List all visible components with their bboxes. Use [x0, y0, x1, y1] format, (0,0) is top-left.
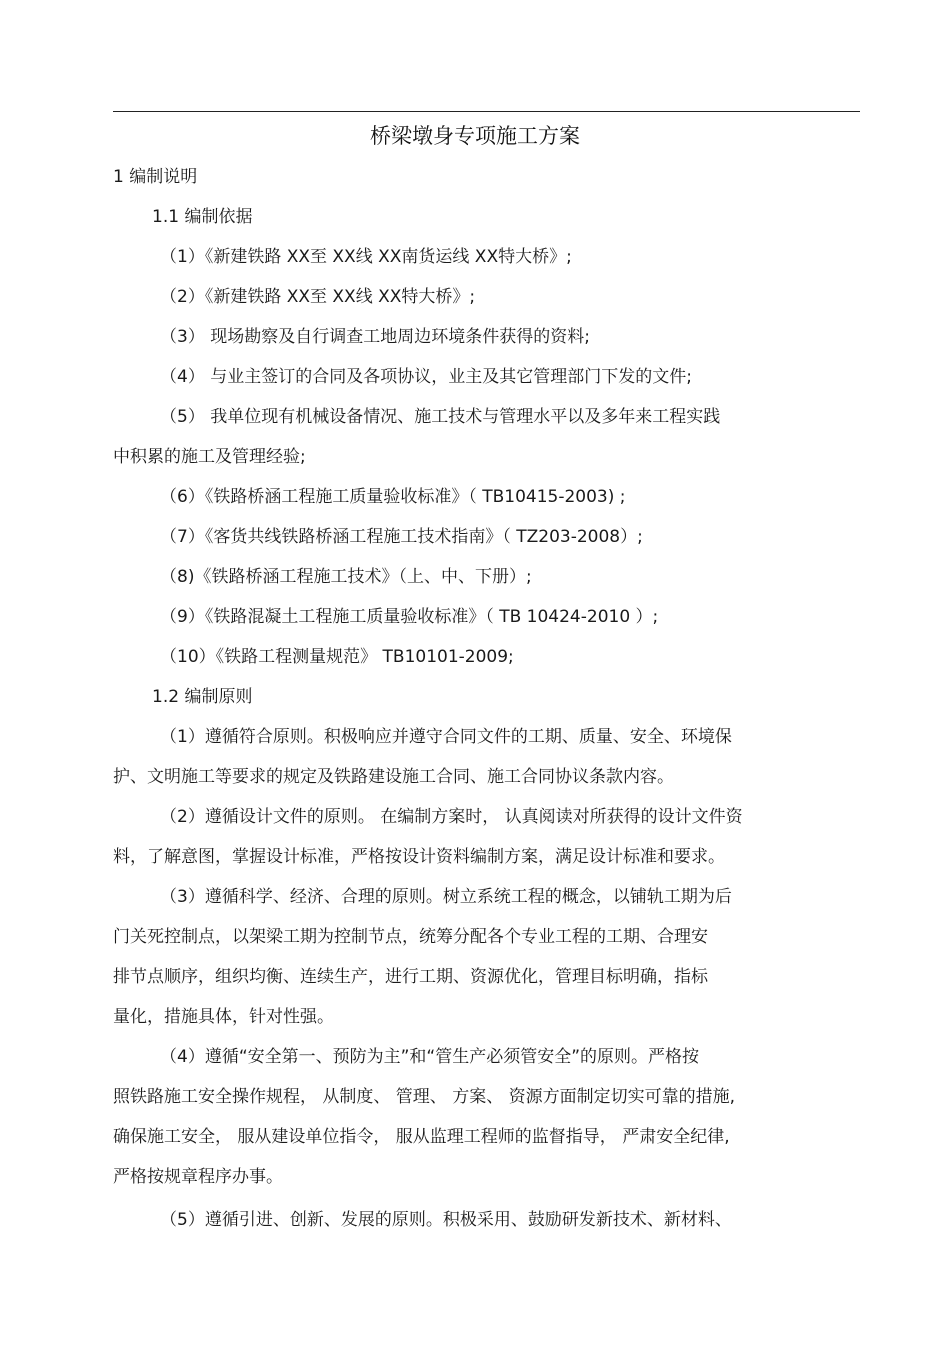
- principle-3-cont-2: 排节点顺序，组织均衡、连续生产，进行工期、资源优化，管理目标明确，指标: [113, 967, 708, 987]
- principle-3-cont-1: 门关死控制点，以架梁工期为控制节点，统筹分配各个专业工程的工期、合理安: [113, 927, 708, 947]
- basis-item-6: （6）《铁路桥涵工程施工质量验收标准》（ TB10415-2003) ;: [160, 487, 626, 507]
- basis-item-7: （7）《客货共线铁路桥涵工程施工技术指南》（ TZ203-2008）;: [160, 527, 643, 547]
- principle-3: （3）遵循科学、经济、合理的原则。树立系统工程的概念，以铺轨工期为后: [160, 887, 732, 907]
- principle-3-cont-3: 量化，措施具体，针对性强。: [113, 1007, 334, 1027]
- basis-item-4: （4） 与业主签订的合同及各项协议，业主及其它管理部门下发的文件;: [160, 367, 692, 387]
- principle-1-cont: 护、文明施工等要求的规定及铁路建设施工合同、施工合同协议条款内容。: [113, 767, 674, 787]
- basis-item-8: （8)《铁路桥涵工程施工技术》（上、中、下册）;: [160, 567, 532, 587]
- section-heading-1: 1 编制说明: [113, 167, 198, 187]
- basis-item-1: （1）《新建铁路 XX至 XX线 XX南货运线 XX特大桥》;: [160, 247, 572, 267]
- subsection-heading-1-2: 1.2 编制原则: [152, 687, 253, 707]
- principle-4-cont-2: 确保施工安全， 服从建设单位指令， 服从监理工程师的监督指导， 严肃安全纪律,: [113, 1127, 730, 1147]
- basis-item-5: （5） 我单位现有机械设备情况、施工技术与管理水平以及多年来工程实践: [160, 407, 721, 427]
- principle-4-cont-1: 照铁路施工安全操作规程， 从制度、 管理、 方案、 资源方面制定切实可靠的措施,: [113, 1087, 736, 1107]
- basis-item-5-cont: 中积累的施工及管理经验;: [113, 447, 306, 467]
- basis-item-10: （10）《铁路工程测量规范》 TB10101-2009;: [160, 647, 514, 667]
- subsection-heading-1-1: 1.1 编制依据: [152, 207, 253, 227]
- basis-item-9: （9）《铁路混凝土工程施工质量验收标准》（ TB 10424-2010 ）;: [160, 607, 659, 627]
- principle-2-cont: 料，了解意图，掌握设计标准，严格按设计资料编制方案，满足设计标准和要求。: [113, 847, 725, 867]
- principle-2: （2）遵循设计文件的原则。 在编制方案时， 认真阅读对所获得的设计文件资: [160, 807, 743, 827]
- principle-4: （4）遵循“安全第一、预防为主”和“管生产必须管安全”的原则。严格按: [160, 1047, 700, 1067]
- basis-item-3: （3） 现场勘察及自行调查工地周边环境条件获得的资料;: [160, 327, 590, 347]
- principle-5: （5）遵循引进、创新、发展的原则。积极采用、鼓励研发新技术、新材料、: [160, 1210, 732, 1230]
- principle-1: （1）遵循符合原则。积极响应并遵守合同文件的工期、质量、安全、环境保: [160, 727, 732, 747]
- document-title: 桥梁墩身专项施工方案: [370, 124, 580, 148]
- principle-4-cont-3: 严格按规章程序办事。: [113, 1167, 283, 1187]
- header-rule: [113, 111, 860, 112]
- basis-item-2: （2）《新建铁路 XX至 XX线 XX特大桥》;: [160, 287, 476, 307]
